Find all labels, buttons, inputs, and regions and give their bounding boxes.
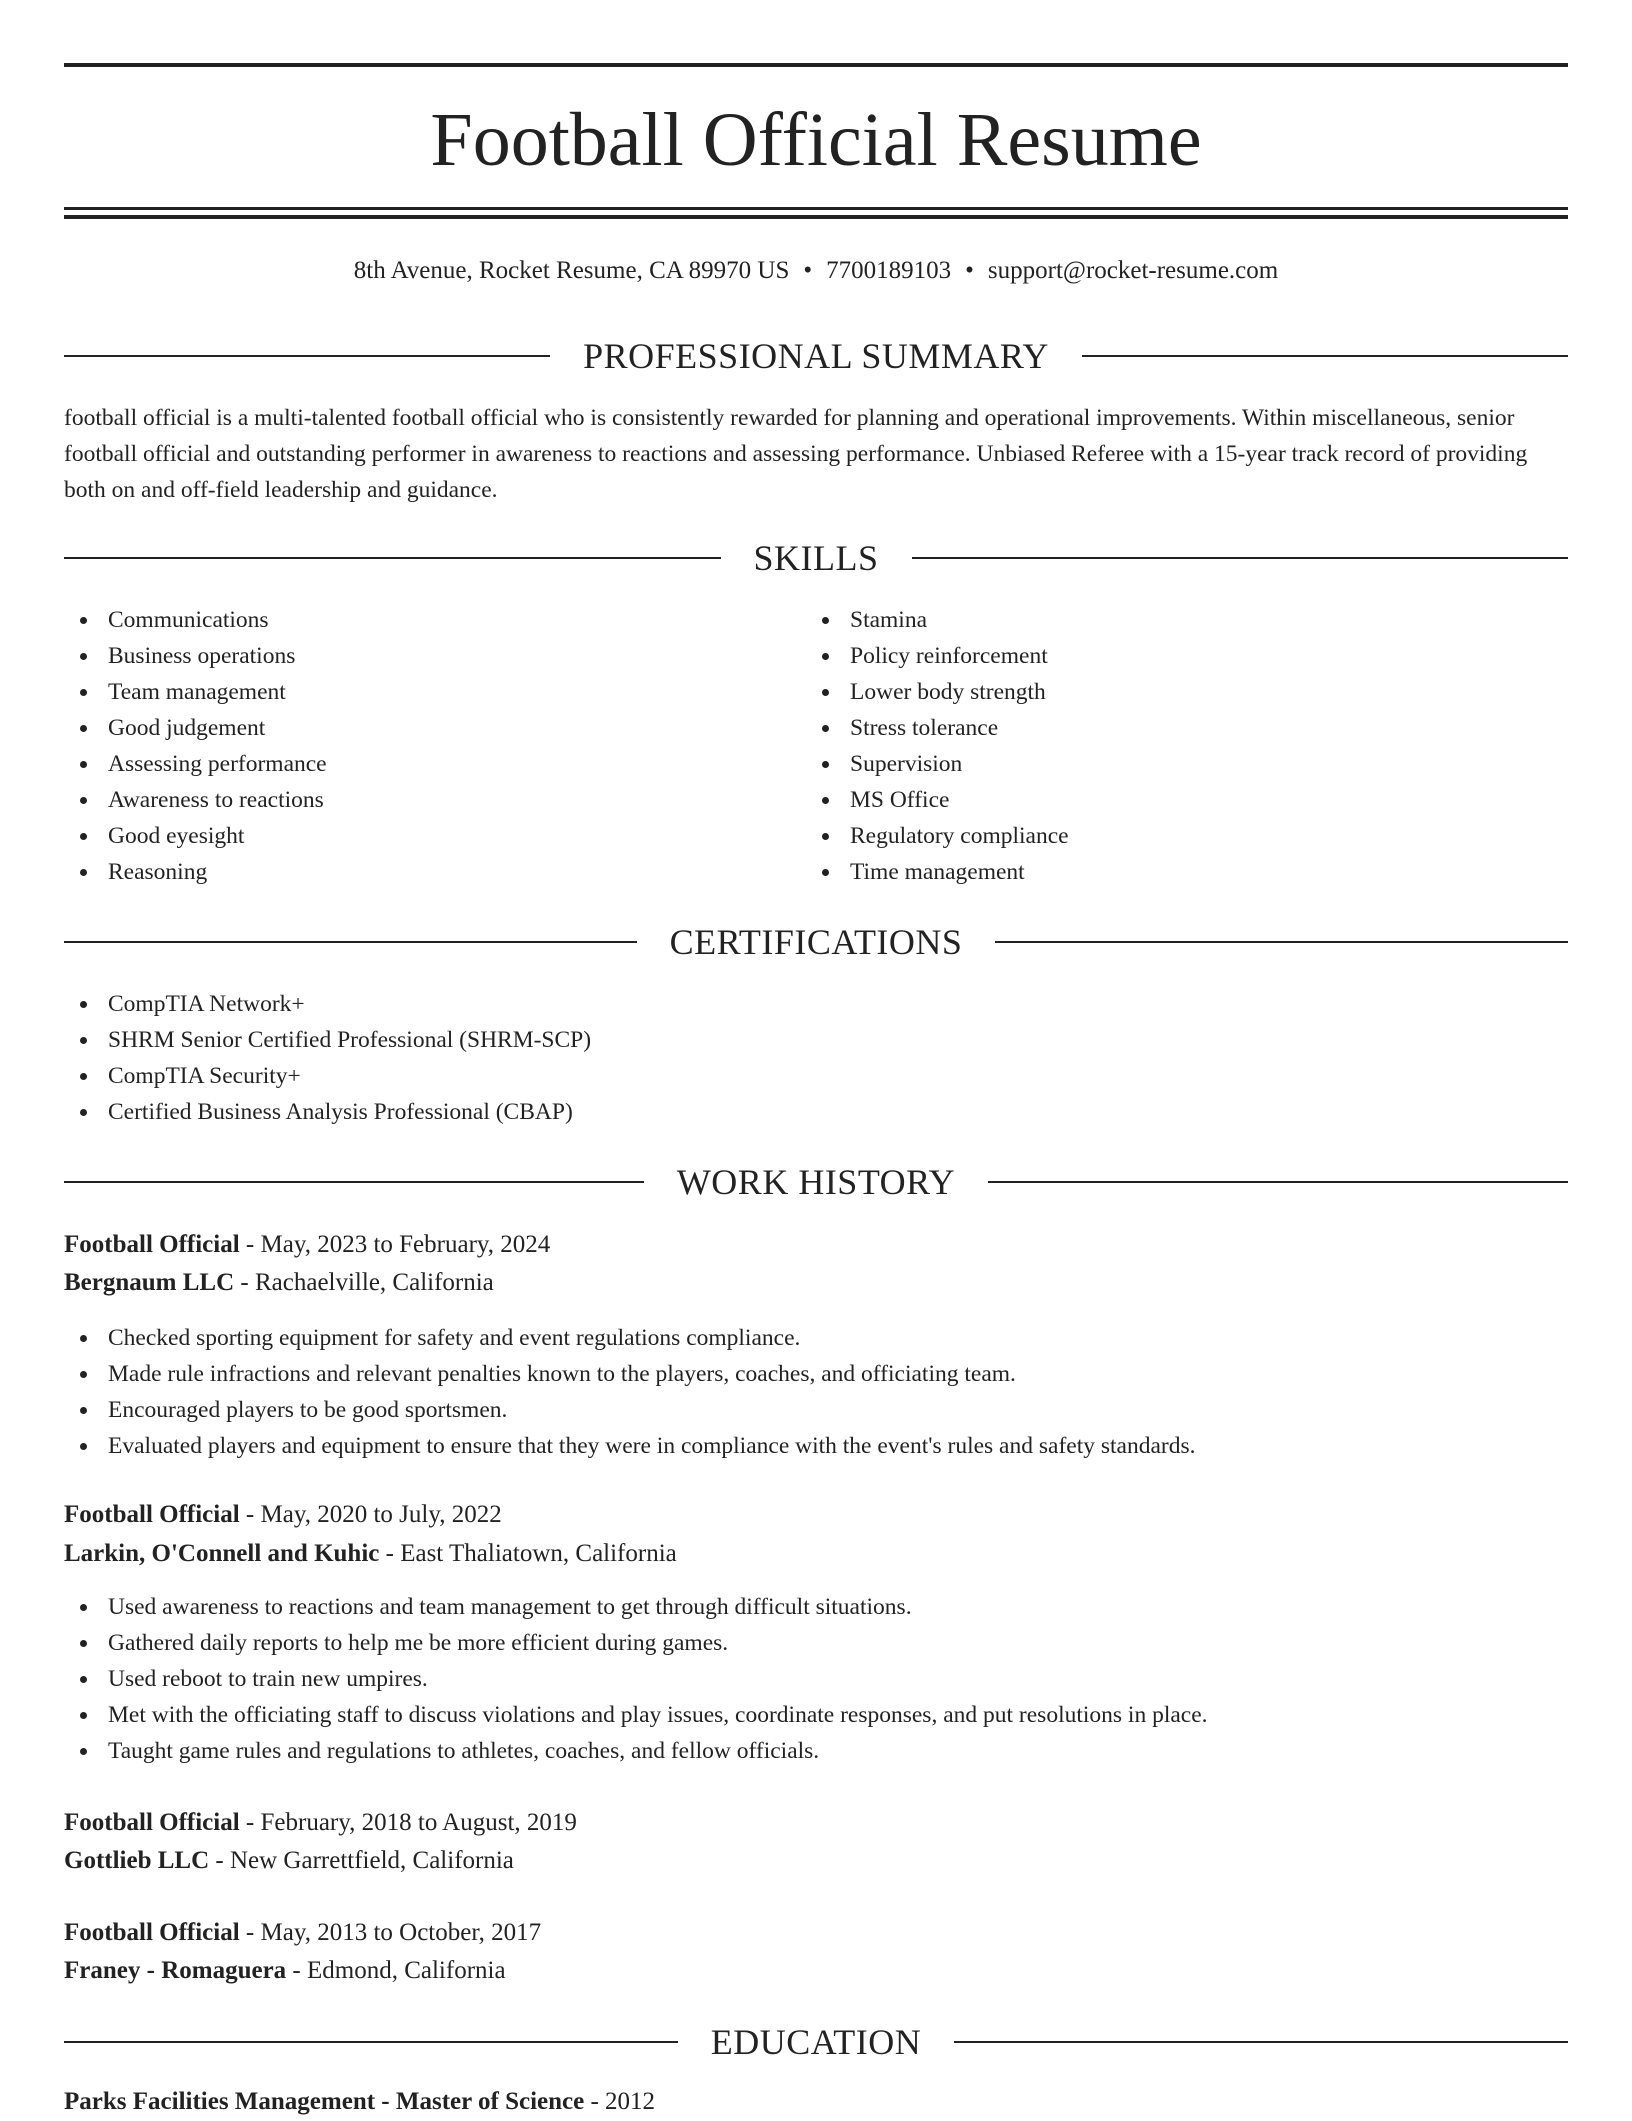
- job-company: Larkin, O'Connell and Kuhic: [64, 1540, 380, 1567]
- skill-item: Stress tolerance: [806, 710, 1546, 746]
- skills-list-left: [64, 602, 804, 890]
- job-dates: - February, 2018 to August, 2019: [239, 1809, 577, 1836]
- section-heading-work-history: [64, 1160, 1568, 1204]
- heading-rule: [954, 2041, 1568, 2043]
- skill-item: Reasoning: [64, 854, 804, 890]
- skill-item: Policy reinforcement: [806, 638, 1546, 674]
- job-company: Bergnaum LLC: [64, 1269, 235, 1296]
- contact-email: support@rocket-resume.com: [987, 257, 1279, 284]
- skill-item: MS Office: [806, 782, 1546, 818]
- summary-text: football official is a multi-talented football official who is consistently rewarded for planning and operational improvements. Within miscellaneous, senior football official and outstanding performer in awareness to reactions and assessing performance. Unbiased Referee with a 15-year track record of providing both on and off-field leadership and guidance.: [64, 405, 1528, 503]
- heading-rule: [64, 1181, 644, 1183]
- title-rule-lower: [64, 215, 1568, 219]
- skill-item: Stamina: [806, 602, 1546, 638]
- job-company: Franey - Romaguera: [64, 1957, 287, 1984]
- job-company: Gottlieb LLC: [64, 1847, 210, 1874]
- job-location: - Edmond, California: [286, 1957, 506, 1984]
- job-location: - Rachaelville, California: [234, 1269, 494, 1296]
- skill-item: Time management: [806, 854, 1546, 890]
- job-company-line: [64, 1535, 1568, 1573]
- job-dates: - May, 2023 to February, 2024: [239, 1231, 551, 1258]
- job-duty-item: Checked sporting equipment for safety and event regulations compliance.: [64, 1320, 1568, 1356]
- job-duty-item: Encouraged players to be good sportsmen.: [64, 1392, 1568, 1428]
- heading-rule: [64, 2041, 678, 2043]
- section-title: WORK HISTORY: [676, 1162, 956, 1202]
- job-duty-item: Used reboot to train new umpires.: [64, 1661, 1568, 1697]
- education-year: - 2012: [584, 2088, 656, 2115]
- job-title: Football Official: [64, 1501, 240, 1528]
- job-title: Football Official: [64, 1809, 240, 1836]
- job-dates: - May, 2013 to October, 2017: [239, 1919, 542, 1946]
- section-heading-summary: [64, 334, 1568, 378]
- contact-address: 8th Avenue, Rocket Resume, CA 89970 US: [353, 257, 790, 284]
- job-title-line: [64, 1804, 1568, 1842]
- job-duty-item: Gathered daily reports to help me be more efficient during games.: [64, 1625, 1568, 1661]
- skill-item: Assessing performance: [64, 746, 804, 782]
- job-title-line: [64, 1226, 1568, 1264]
- certification-item: CompTIA Network+: [64, 986, 1568, 1022]
- certification-item: SHRM Senior Certified Professional (SHRM-SCP): [64, 1022, 1568, 1058]
- job-title-line: [64, 1496, 1568, 1534]
- skill-item: Business operations: [64, 638, 804, 674]
- certification-item: Certified Business Analysis Professional (CBAP): [64, 1094, 1568, 1130]
- job-duty-item: Met with the officiating staff to discuss violations and play issues, coordinate responses, and put resolutions in place.: [64, 1697, 1568, 1733]
- job-title: Football Official: [64, 1231, 240, 1258]
- heading-rule: [64, 941, 637, 943]
- job-title: Football Official: [64, 1919, 240, 1946]
- job-location: - East Thaliatown, California: [379, 1540, 677, 1567]
- section-title: PROFESSIONAL SUMMARY: [583, 336, 1049, 376]
- skills-list-right: [806, 602, 1546, 890]
- heading-rule: [64, 557, 721, 559]
- section-heading-education: [64, 2020, 1568, 2064]
- heading-rule: [995, 941, 1568, 943]
- contact-phone: 7700189103: [826, 257, 952, 284]
- education-entry: [64, 2083, 1568, 2121]
- job-title-line: [64, 1914, 1568, 1952]
- job-location: - New Garrettfield, California: [209, 1847, 514, 1874]
- education-degree: Parks Facilities Management - Master of Science: [64, 2088, 585, 2115]
- job-duties-list: [64, 1589, 1568, 1769]
- certification-item: CompTIA Security+: [64, 1058, 1568, 1094]
- page-title: Football Official Resume: [430, 98, 1202, 182]
- job-dates: - May, 2020 to July, 2022: [239, 1501, 502, 1528]
- job-company-line: [64, 1952, 1568, 1990]
- contact-separator: •: [965, 257, 974, 284]
- job-company-line: [64, 1842, 1568, 1880]
- skill-item: Lower body strength: [806, 674, 1546, 710]
- heading-rule: [912, 557, 1569, 559]
- heading-rule: [1082, 355, 1568, 357]
- section-title: EDUCATION: [710, 2022, 922, 2062]
- job-duty-item: Taught game rules and regulations to athletes, coaches, and fellow officials.: [64, 1733, 1568, 1769]
- contact-separator: •: [803, 257, 813, 284]
- skill-item: Good judgement: [64, 710, 804, 746]
- section-title: SKILLS: [753, 538, 879, 578]
- section-title: CERTIFICATIONS: [669, 922, 963, 962]
- skill-item: Awareness to reactions: [64, 782, 804, 818]
- skill-item: Good eyesight: [64, 818, 804, 854]
- section-heading-skills: [64, 536, 1568, 580]
- skill-item: Regulatory compliance: [806, 818, 1546, 854]
- job-company-line: [64, 1264, 1568, 1302]
- heading-rule: [64, 355, 550, 357]
- skill-item: Team management: [64, 674, 804, 710]
- job-duty-item: Made rule infractions and relevant penalties known to the players, coaches, and officiating team.: [64, 1356, 1568, 1392]
- skill-item: Communications: [64, 602, 804, 638]
- title-rule-upper: [64, 207, 1568, 210]
- skill-item: Supervision: [806, 746, 1546, 782]
- certifications-list: [64, 986, 1568, 1130]
- job-duty-item: Evaluated players and equipment to ensure that they were in compliance with the event's rules and safety standards.: [64, 1428, 1568, 1464]
- heading-rule: [988, 1181, 1568, 1183]
- job-duty-item: Used awareness to reactions and team management to get through difficult situations.: [64, 1589, 1568, 1625]
- job-duties-list: [64, 1320, 1568, 1464]
- top-rule: [64, 63, 1568, 67]
- section-heading-certifications: [64, 920, 1568, 964]
- contact-line: [64, 253, 1568, 289]
